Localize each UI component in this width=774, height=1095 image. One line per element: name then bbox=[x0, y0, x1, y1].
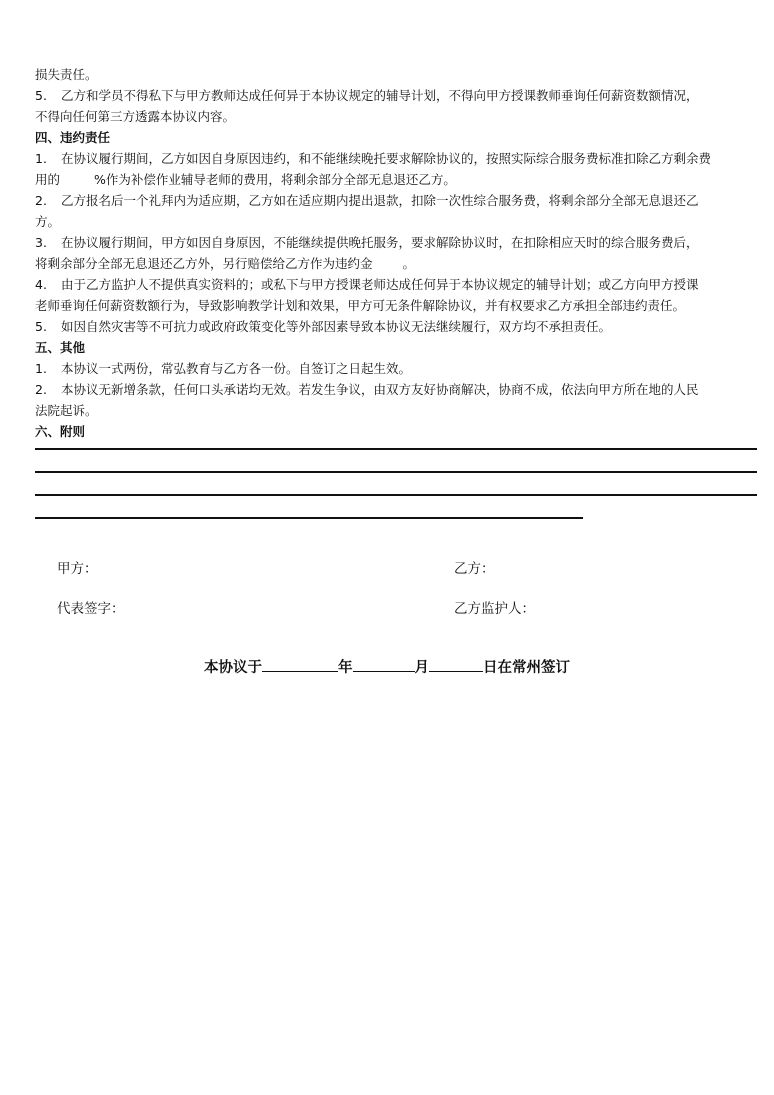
clause-number: 5. bbox=[35, 88, 47, 103]
clause-4-1-line-2 bbox=[35, 169, 757, 190]
clause-number: 2. bbox=[35, 193, 47, 208]
clause-text: 本协议一式两份，常弘教育与乙方各一份。自签订之日起生效。 bbox=[61, 361, 412, 376]
appendix-line bbox=[35, 448, 757, 450]
section-6-title: 六、附则 bbox=[35, 424, 86, 439]
date-suffix: 日在常州签订 bbox=[483, 660, 570, 676]
appendix-line bbox=[35, 471, 757, 473]
clause-number: 1. bbox=[35, 361, 47, 376]
clause-text: 在协议履行期间，乙方如因自身原因违约，和不能继续晚托要求解除协议的，按照实际综合服务费标准扣除乙方剩余费 bbox=[61, 151, 712, 166]
date-prefix: 本协议于 bbox=[204, 660, 262, 676]
day-blank bbox=[429, 657, 483, 672]
clause-number: 1. bbox=[35, 151, 47, 166]
clause-4-1-line-1 bbox=[35, 148, 757, 169]
section-5-title: 五、其他 bbox=[35, 340, 86, 355]
signing-date-line bbox=[0, 656, 774, 677]
clause-text: 如因自然灾害等不可抗力或政府政策变化等外部因素导致本协议无法继续履行，双方均不承担责任。 bbox=[61, 319, 612, 334]
clause-3-5-line-1 bbox=[35, 85, 757, 106]
clause-4-4-line-2: 老师垂询任何薪资数额行为，导致影响教学计划和效果，甲方可无条件解除协议，并有权要求乙方承担全部违约责任。 bbox=[35, 298, 686, 313]
year-label: 年 bbox=[338, 660, 353, 676]
clause-number: 4. bbox=[35, 277, 47, 292]
clause-number: 3. bbox=[35, 235, 47, 250]
representative-signature-label: 代表签字： bbox=[57, 601, 125, 617]
clause-4-2-line-2: 方。 bbox=[35, 214, 61, 229]
clause-text: 。 bbox=[402, 256, 416, 271]
clause-number: 2. bbox=[35, 382, 47, 397]
appendix-line bbox=[35, 494, 757, 496]
clause-4-3-line-2 bbox=[35, 253, 757, 274]
clause-5-1-line-1 bbox=[35, 358, 757, 379]
guardian-label: 乙方监护人： bbox=[454, 601, 535, 617]
year-blank bbox=[262, 657, 338, 672]
clause-text: 在协议履行期间，甲方如因自身原因，不能继续提供晚托服务，要求解除协议时，在扣除相应天时的综合服务费后， bbox=[61, 235, 699, 250]
party-b-label: 乙方： bbox=[454, 561, 495, 577]
clause-text: 乙方和学员不得私下与甲方教师达成任何异于本协议规定的辅导计划，不得向甲方授课教师垂询任何薪资数额情况， bbox=[61, 88, 699, 103]
clause-3-5-line-2: 不得向任何第三方透露本协议内容。 bbox=[35, 109, 236, 124]
clause-text: %作为补偿作业辅导老师的费用，将剩余部分全部无息退还乙方。 bbox=[94, 172, 456, 187]
month-blank bbox=[353, 657, 415, 672]
clause-5-2-line-1 bbox=[35, 379, 757, 400]
clause-text: 乙方报名后一个礼拜内为适应期，乙方如在适应期内提出退款，扣除一次性综合服务费，将剩余部分全部无息退还乙 bbox=[61, 193, 699, 208]
clause-4-5-line-1 bbox=[35, 316, 757, 337]
clause-text: 用的 bbox=[35, 172, 61, 187]
clause-4-3-line-1 bbox=[35, 232, 757, 253]
clause-5-2-line-2: 法院起诉。 bbox=[35, 403, 98, 418]
month-label: 月 bbox=[414, 660, 429, 676]
clause-text: 由于乙方监护人不提供真实资料的；或私下与甲方授课老师达成任何异于本协议规定的辅导计划；或乙方向甲方授课 bbox=[61, 277, 699, 292]
appendix-fill-lines bbox=[35, 448, 757, 519]
contract-body bbox=[35, 64, 757, 540]
section-4-title: 四、违约责任 bbox=[35, 130, 111, 145]
clause-number: 5. bbox=[35, 319, 47, 334]
clause-4-4-line-1 bbox=[35, 274, 757, 295]
party-a-label: 甲方： bbox=[57, 561, 98, 577]
clause-4-2-line-1 bbox=[35, 190, 757, 211]
appendix-line bbox=[35, 517, 583, 519]
continuation-text: 损失责任。 bbox=[35, 67, 98, 82]
clause-text: 本协议无新增条款，任何口头承诺均无效。若发生争议，由双方友好协商解决，协商不成，依法向甲方所在地的人民 bbox=[61, 382, 699, 397]
clause-text: 将剩余部分全部无息退还乙方外，另行赔偿给乙方作为违约金 bbox=[35, 256, 373, 271]
